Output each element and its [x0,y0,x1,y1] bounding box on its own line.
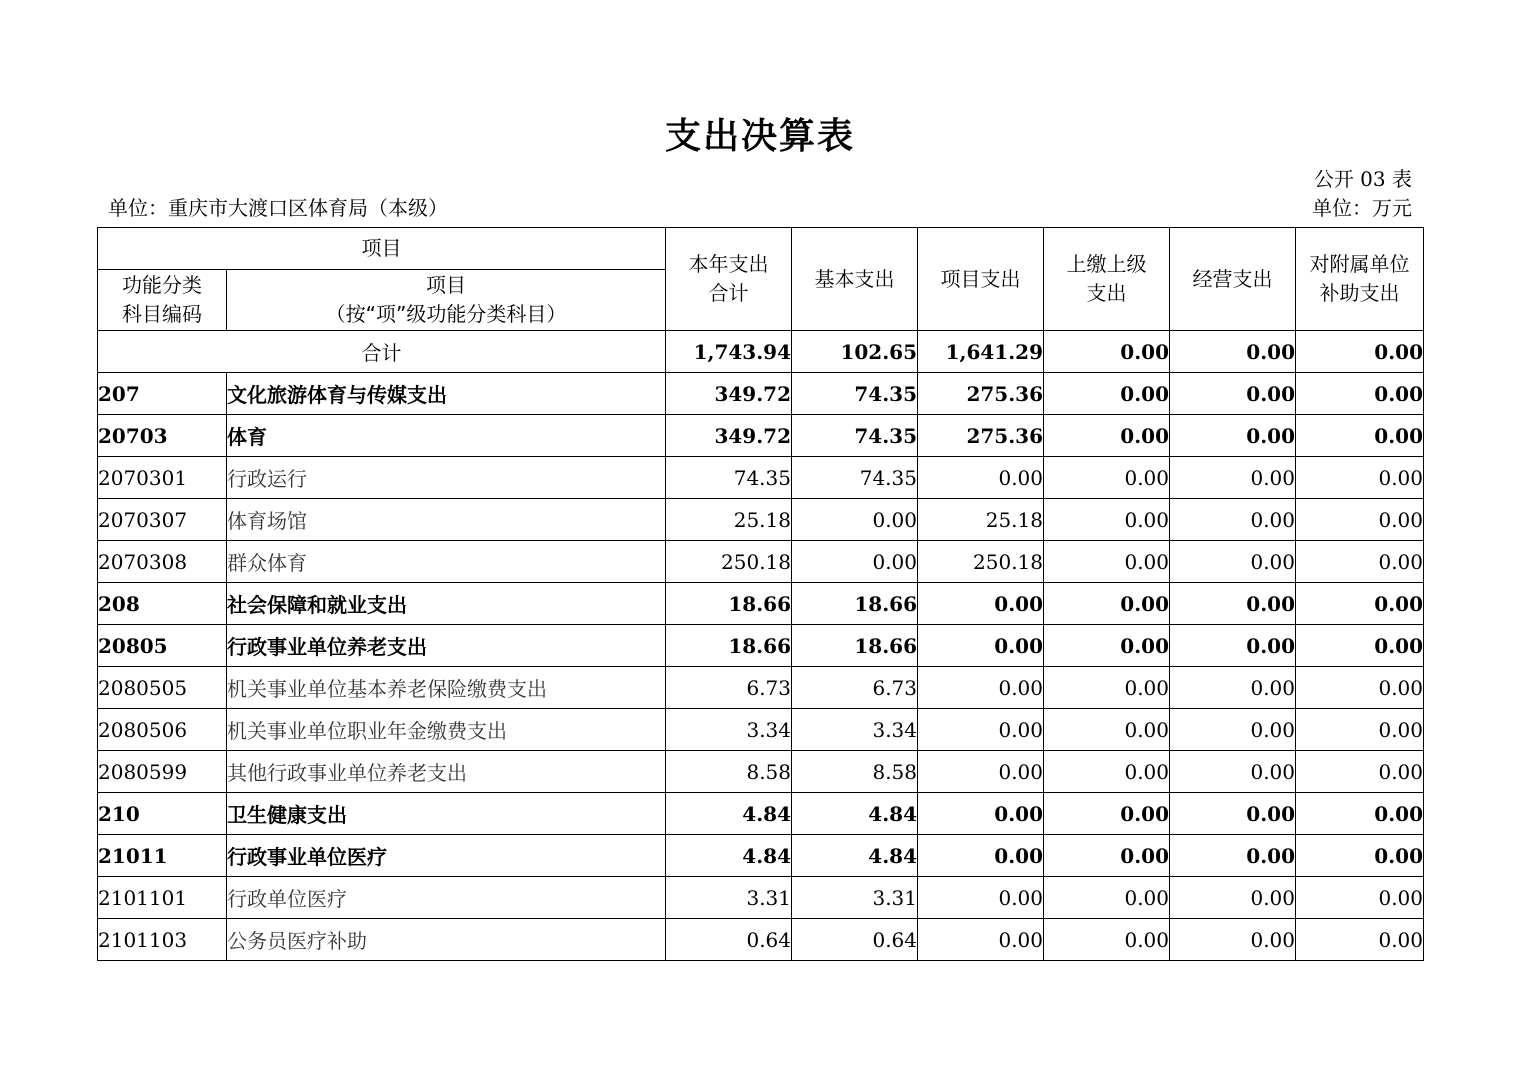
total-label: 合计 [98,331,666,373]
amount-cell: 4.84 [792,835,918,877]
amount-cell: 0.00 [1296,373,1424,415]
amount-cell: 0.00 [918,919,1044,961]
amount-cell: 0.00 [1170,835,1296,877]
amount-cell: 0.00 [1170,877,1296,919]
table-header [98,228,1424,331]
total-value: 0.00 [1170,331,1296,373]
subject-code: 2070301 [98,457,227,499]
amount-cell: 18.66 [792,625,918,667]
table-row [98,751,1424,793]
amount-cell: 250.18 [666,541,792,583]
amount-cell: 0.00 [792,541,918,583]
amount-cell: 3.34 [666,709,792,751]
header-basic: 基本支出 [792,228,918,331]
subject-name: 文化旅游体育与传媒支出 [227,373,666,415]
subject-name: 行政事业单位医疗 [227,835,666,877]
subject-code: 2101103 [98,919,227,961]
amount-cell: 349.72 [666,415,792,457]
amount-cell: 0.00 [1044,877,1170,919]
amount-cell: 25.18 [666,499,792,541]
table-row [98,541,1424,583]
amount-cell: 0.00 [1044,793,1170,835]
expenditure-table [97,227,1424,961]
amount-cell: 0.00 [1296,667,1424,709]
amount-cell: 0.00 [1296,499,1424,541]
amount-cell: 0.00 [1170,625,1296,667]
table-row [98,835,1424,877]
subject-code: 2101101 [98,877,227,919]
total-value: 0.00 [1044,331,1170,373]
subject-name: 行政运行 [227,457,666,499]
subject-code: 2080599 [98,751,227,793]
amount-cell: 18.66 [792,583,918,625]
total-value: 1,641.29 [918,331,1044,373]
header-name: 项目 （按“项”级功能分类科目） [227,270,666,331]
amount-cell: 0.00 [792,499,918,541]
subject-code: 2080506 [98,709,227,751]
amount-cell: 0.00 [1170,457,1296,499]
amount-cell: 0.00 [1170,373,1296,415]
amount-cell: 0.00 [1044,709,1170,751]
amount-cell: 0.00 [1170,751,1296,793]
subject-code: 20703 [98,415,227,457]
amount-cell: 0.00 [1170,793,1296,835]
subject-name: 行政单位医疗 [227,877,666,919]
amount-cell: 0.00 [1170,709,1296,751]
amount-cell: 18.66 [666,625,792,667]
table-body [98,331,1424,961]
amount-cell: 0.00 [1296,625,1424,667]
header-subsidy: 对附属单位 补助支出 [1296,228,1424,331]
amount-cell: 0.00 [1296,835,1424,877]
table-row [98,457,1424,499]
amount-cell: 0.00 [1044,625,1170,667]
table-row [98,793,1424,835]
amount-cell: 0.00 [1296,751,1424,793]
header-code: 功能分类 科目编码 [98,270,227,331]
subject-code: 2070307 [98,499,227,541]
table-row [98,667,1424,709]
amount-cell: 0.00 [1170,415,1296,457]
amount-cell: 74.35 [792,373,918,415]
table-row [98,625,1424,667]
amount-cell: 0.00 [1170,541,1296,583]
header-business: 经营支出 [1170,228,1296,331]
amount-cell: 0.00 [918,457,1044,499]
amount-cell: 0.00 [918,793,1044,835]
total-value: 1,743.94 [666,331,792,373]
amount-cell: 0.00 [918,835,1044,877]
amount-cell: 0.00 [1044,583,1170,625]
amount-cell: 0.00 [1044,541,1170,583]
amount-cell: 349.72 [666,373,792,415]
table-row [98,709,1424,751]
subject-name: 公务员医疗补助 [227,919,666,961]
amount-cell: 3.34 [792,709,918,751]
header-project-expenditure: 项目支出 [918,228,1044,331]
subject-name: 机关事业单位基本养老保险缴费支出 [227,667,666,709]
unit-currency: 单位：万元 [1312,196,1412,220]
amount-cell: 8.58 [666,751,792,793]
page-title: 支出决算表 [664,116,855,157]
amount-cell: 0.00 [1296,583,1424,625]
amount-cell: 0.00 [1296,793,1424,835]
table-row [98,583,1424,625]
amount-cell: 0.00 [1044,667,1170,709]
subject-name: 体育 [227,415,666,457]
amount-cell: 6.73 [792,667,918,709]
subject-name: 群众体育 [227,541,666,583]
header-upper-level: 上缴上级 支出 [1044,228,1170,331]
amount-cell: 0.00 [918,667,1044,709]
amount-cell: 0.64 [792,919,918,961]
subject-name: 社会保障和就业支出 [227,583,666,625]
amount-cell: 74.35 [792,415,918,457]
total-row [98,331,1424,373]
amount-cell: 0.00 [1296,541,1424,583]
table-row [98,919,1424,961]
amount-cell: 4.84 [792,793,918,835]
table-row [98,499,1424,541]
amount-cell: 0.00 [1044,835,1170,877]
subject-name: 行政事业单位养老支出 [227,625,666,667]
subject-code: 207 [98,373,227,415]
amount-cell: 0.00 [1296,709,1424,751]
amount-cell: 0.00 [1170,499,1296,541]
header-project: 项目 [98,228,666,270]
amount-cell: 8.58 [792,751,918,793]
subject-code: 20805 [98,625,227,667]
amount-cell: 0.00 [1170,583,1296,625]
amount-cell: 275.36 [918,415,1044,457]
form-number: 公开 03 表 [1313,167,1412,191]
amount-cell: 0.00 [1170,919,1296,961]
table-row [98,415,1424,457]
amount-cell: 0.00 [918,877,1044,919]
amount-cell: 0.00 [918,709,1044,751]
subject-name: 其他行政事业单位养老支出 [227,751,666,793]
amount-cell: 3.31 [792,877,918,919]
amount-cell: 0.00 [1296,415,1424,457]
amount-cell: 0.00 [918,583,1044,625]
amount-cell: 3.31 [666,877,792,919]
amount-cell: 0.00 [918,625,1044,667]
amount-cell: 0.64 [666,919,792,961]
amount-cell: 0.00 [1044,919,1170,961]
amount-cell: 4.84 [666,793,792,835]
table-row [98,877,1424,919]
amount-cell: 0.00 [1296,457,1424,499]
amount-cell: 0.00 [1296,919,1424,961]
amount-cell: 74.35 [792,457,918,499]
amount-cell: 0.00 [1044,499,1170,541]
amount-cell: 275.36 [918,373,1044,415]
amount-cell: 18.66 [666,583,792,625]
total-value: 102.65 [792,331,918,373]
subject-code: 208 [98,583,227,625]
subject-name: 机关事业单位职业年金缴费支出 [227,709,666,751]
amount-cell: 6.73 [666,667,792,709]
amount-cell: 0.00 [1044,751,1170,793]
table-row [98,373,1424,415]
amount-cell: 0.00 [1044,457,1170,499]
subject-code: 2080505 [98,667,227,709]
unit-organization: 单位：重庆市大渡口区体育局（本级） [108,196,448,220]
amount-cell: 250.18 [918,541,1044,583]
amount-cell: 0.00 [918,751,1044,793]
amount-cell: 0.00 [1044,373,1170,415]
subject-code: 21011 [98,835,227,877]
subject-name: 体育场馆 [227,499,666,541]
amount-cell: 0.00 [1296,877,1424,919]
amount-cell: 4.84 [666,835,792,877]
header-total: 本年支出 合计 [666,228,792,331]
amount-cell: 0.00 [1044,415,1170,457]
total-value: 0.00 [1296,331,1424,373]
subject-name: 卫生健康支出 [227,793,666,835]
amount-cell: 0.00 [1170,667,1296,709]
amount-cell: 25.18 [918,499,1044,541]
subject-code: 210 [98,793,227,835]
subject-code: 2070308 [98,541,227,583]
amount-cell: 74.35 [666,457,792,499]
